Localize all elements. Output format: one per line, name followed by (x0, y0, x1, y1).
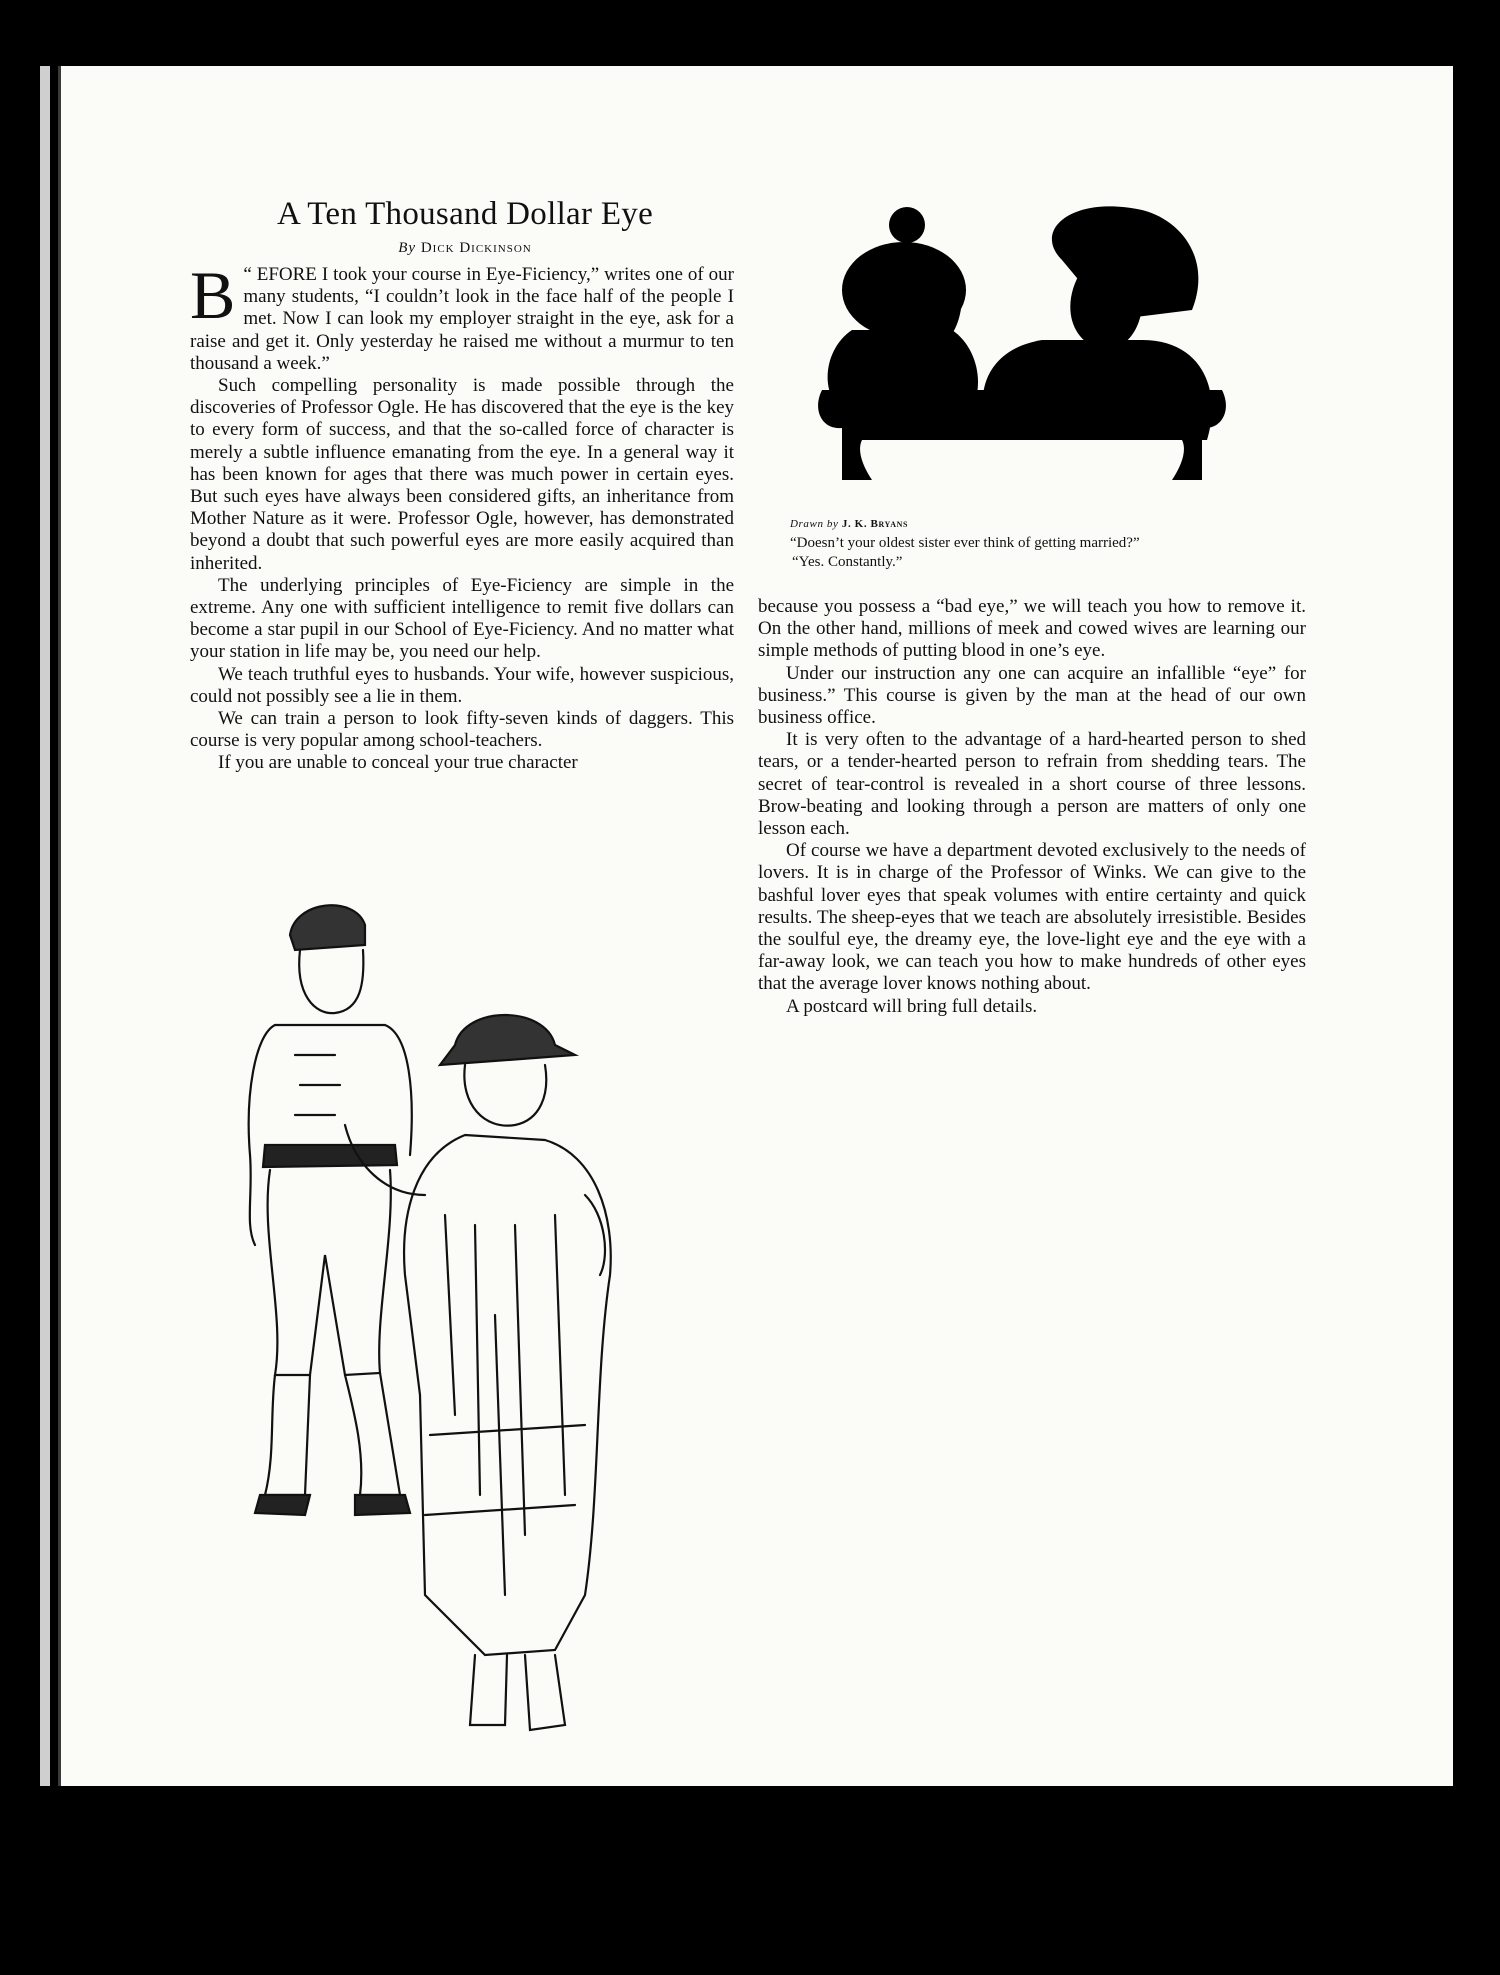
byline-prefix: By (398, 240, 417, 256)
cartoon1-line1: “Doesn’t your oldest sister ever think of getting married?” (790, 535, 1140, 551)
cartoon1-line2: “Yes. Constantly.” (792, 554, 903, 570)
article-title: A Ten Thousand Dollar Eye (276, 196, 654, 232)
article-byline (190, 240, 740, 257)
paragraph: A postcard will bring full details. (786, 995, 1038, 1017)
paragraph: Of course we have a department devoted exclusively to the needs of lovers. It is in charge of the Professor of Winks. We can give to the bashful lover eyes that speak volumes with entire certainty and quick results. The sheep-eyes that we teach are absolutely irresistible. Besides the soulful eye, the dreamy eye, the love-light eye and the eye with a far-away look, we can teach you how to make hundreds of other eyes that the average lover knows nothing about. (758, 840, 1306, 995)
article-left-column (190, 257, 734, 775)
paragraph: B “ EFORE I took your course in Eye-Ficiency,” writes one of our many students, “I couldn’t look in the face half of the people I met. Now I can look my employer straight in the eye, ask for a raise and get it. Only yesterday he raised me without a murmur to ten thousand a week.” (190, 257, 734, 374)
paragraph: Under our instruction any one can acquire an infallible “eye” for business.” This course is given by the man at the head of our own business office. (758, 662, 1306, 729)
silhouette-cartoon (812, 200, 1232, 510)
drop-cap: B (190, 257, 236, 333)
cartoon1-credit: Drawn by J. K. Bryans (790, 518, 908, 530)
paragraph: If you are unable to conceal your true character (218, 752, 578, 774)
paragraph: We teach truthful eyes to husbands. Your wife, however suspicious, could not possibly see a lie in them. (190, 663, 734, 707)
cartoon1-caption (790, 515, 1250, 572)
soldier-illustration (215, 895, 725, 1975)
paragraph: We can train a person to look fifty-seven kinds of daggers. This course is very popular among school-teachers. (190, 708, 734, 752)
paragraph: The underlying principles of Eye-Ficiency are simple in the extreme. Any one with sufficient intelligence to remit five dollars can become a star pupil in our School of Eye-Ficiency. And no matter what your station in life may be, you need our help. (190, 574, 734, 663)
paragraph: because you possess a “bad eye,” we will teach you how to remove it. On the other hand, millions of meek and cowed wives are learning our simple methods of putting blood in one’s eye. (758, 596, 1306, 662)
book-spine (40, 66, 50, 1786)
article-right-column (758, 596, 1306, 1018)
paragraph: Such compelling personality is made possible through the discoveries of Professor Ogle. He has discovered that the eye is the key to every form of success, and that the so-called force of character is merely a subtle influence emanating from the eye. In a general way it has been known for ages that there was much power in certain eyes. But such eyes have always been considered gifts, an inheritance from Mother Nature as it were. Professor Ogle, however, has demonstrated beyond a doubt that such powerful eyes are more easily acquired than inherited. (190, 375, 734, 574)
byline-author: Dick Dickinson (420, 240, 532, 256)
paragraph: It is very often to the advantage of a hard-hearted person to shed tears, or a tender-hearted person to refrain from shedding tears. The secret of tear-control is revealed in a short course of three lessons. Brow-beating and looking through a person are matters of only one lesson each. (758, 729, 1306, 840)
